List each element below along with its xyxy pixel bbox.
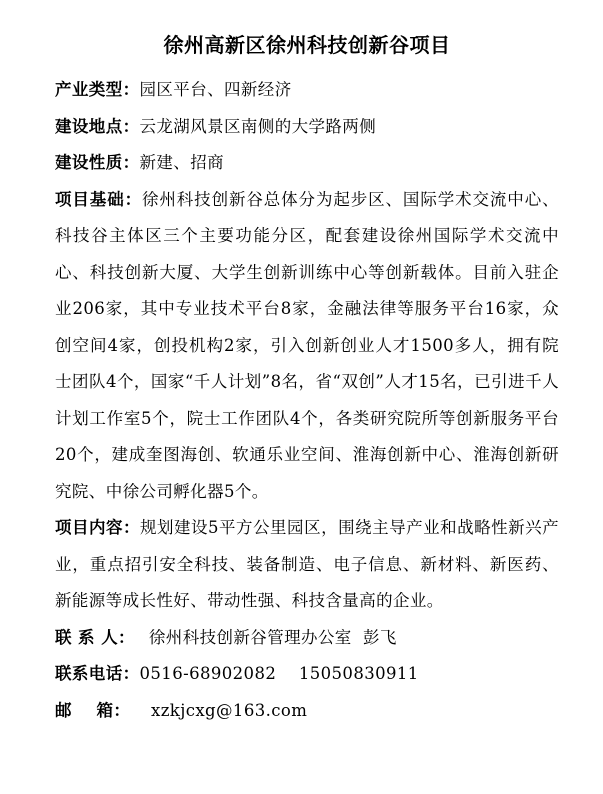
nature-field (55, 145, 559, 182)
basis-label: 项目基础： (55, 189, 142, 209)
nature-label: 建设性质： (55, 153, 140, 172)
content-field (55, 510, 559, 620)
industry-type-field (55, 72, 559, 109)
location-value: 云龙湖风景区南侧的大学路两侧 (139, 116, 377, 136)
document-title: 徐州高新区徐州科技创新谷项目 (163, 33, 451, 57)
email-field (55, 693, 559, 730)
industry-type-label: 产业类型： (55, 80, 140, 99)
content-value: 规划建设5平方公里园区，围绕主导产业和战略性新兴产业，重点招引安全科技、装备制造、电子信息、新材料、新医药、新能源等成长性好、带动性强、科技含量高的企业。 (55, 518, 560, 610)
contact-field (55, 620, 559, 657)
nature-value: 新建、招商 (139, 153, 224, 172)
phone-label: 联系电话： (55, 664, 140, 683)
contact-label: 联 系 人： (55, 627, 135, 647)
email-label: 邮 箱： (55, 700, 131, 720)
contact-value: 徐州科技创新谷管理办公室 彭飞 (148, 627, 397, 647)
email-value: xzkjcxg@163.com (151, 700, 308, 720)
location-label: 建设地点： (55, 116, 140, 136)
basis-field (55, 182, 559, 511)
phone-field (55, 656, 559, 693)
location-field (55, 109, 559, 146)
basis-value: 徐州科技创新谷总体分为起步区、国际学术交流中心、科技谷主体区三个主要功能分区，配套建设徐州国际学术交流中心、科技创新大厦、大学生创新训练中心等创新载体。目前入驻企业206家，其中专业技术平台8家，金融法律等服务平台16家，众创空间4家，创投机构2家，引入创新创业人才1500多人，拥有院士团队4个，国家“千人计划”8名，省“双创”人才15名，已引进千人计划工作室5个，院士工作团队4个，各类研究院所等创新服务平台20个，建成奎图海创、软通乐业空间、淮海创新中心、淮海创新研究院、中徐公司孵化器5个。 (55, 189, 559, 501)
content-label: 项目内容： (55, 518, 141, 537)
phone-value: 0516-68902082 15050830911 (139, 664, 419, 683)
industry-type-value: 园区平台、四新经济 (139, 80, 292, 99)
